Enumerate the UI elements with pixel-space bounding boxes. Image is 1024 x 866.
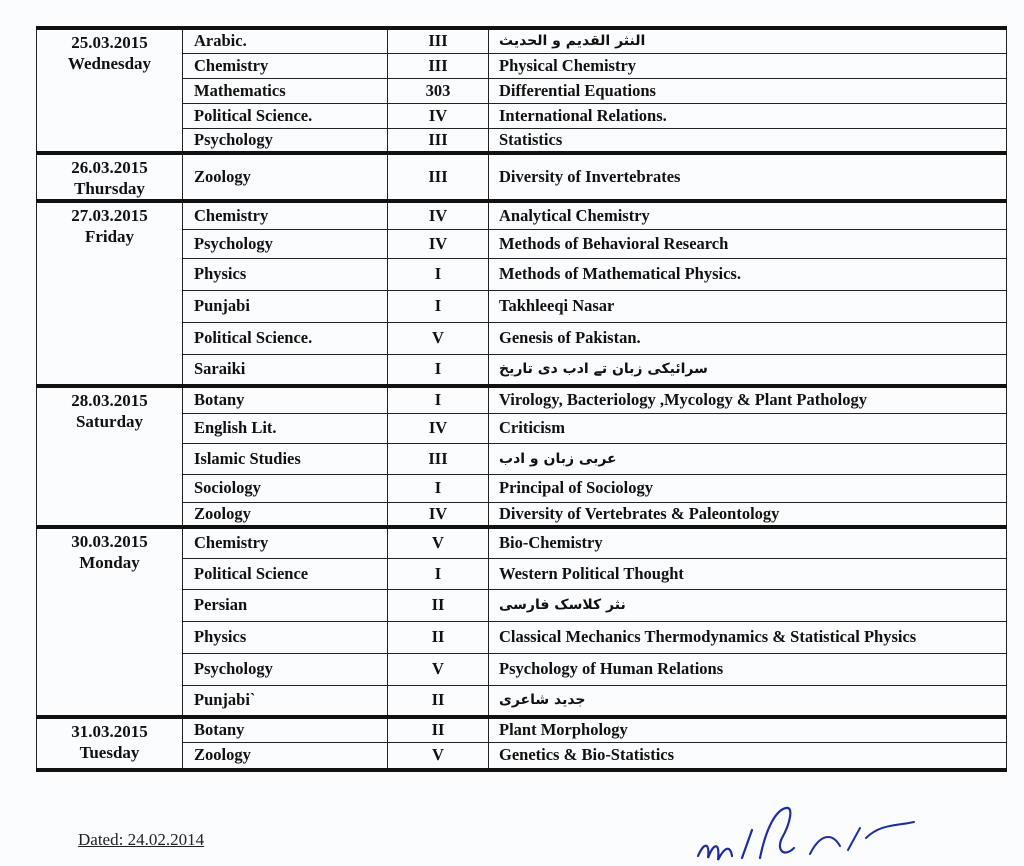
paper-cell: Diversity of Vertebrates & Paleontology [489,502,1007,527]
subject-cell: Persian [183,589,388,621]
table-row [37,685,1007,717]
subject-cell: Saraiki [183,354,388,386]
day-group [37,28,1007,153]
subject-cell: Political Science. [183,322,388,354]
semester-cell: III [388,28,489,53]
subject-cell: Psychology [183,128,388,153]
subject-cell: Sociology [183,474,388,502]
subject-cell: Islamic Studies [183,443,388,474]
subject-cell: Physics [183,621,388,653]
signature-scribble [690,798,950,866]
semester-cell: III [388,443,489,474]
subject-cell: Political Science [183,558,388,589]
subject-cell: English Lit. [183,413,388,443]
semester-cell: V [388,742,489,770]
exam-date: 30.03.2015 [71,532,148,551]
paper-cell: Physical Chemistry [489,53,1007,78]
subject-cell: Zoology [183,502,388,527]
exam-schedule-table [36,26,1007,772]
exam-date: 28.03.2015 [71,391,148,410]
subject-cell: Punjabi [183,290,388,322]
day-group [37,201,1007,386]
subject-cell: Chemistry [183,201,388,229]
day-group [37,386,1007,527]
table-row [37,53,1007,78]
paper-cell: جدید شاعری [489,685,1007,717]
date-cell [37,153,183,201]
exam-date: 25.03.2015 [71,33,148,52]
table-row [37,443,1007,474]
paper-cell: Criticism [489,413,1007,443]
table-row [37,128,1007,153]
semester-cell: IV [388,502,489,527]
paper-cell: Psychology of Human Relations [489,653,1007,685]
table-row [37,28,1007,53]
exam-weekday: Tuesday [79,743,140,762]
table-row [37,258,1007,290]
paper-cell: النثر القديم و الحديث [489,28,1007,53]
subject-cell: Botany [183,717,388,742]
table-row [37,354,1007,386]
subject-cell: Punjabi` [183,685,388,717]
semester-cell: IV [388,413,489,443]
exam-weekday: Monday [79,553,140,572]
table-row [37,527,1007,558]
semester-cell: II [388,621,489,653]
subject-cell: Botany [183,386,388,413]
semester-cell: II [388,717,489,742]
table-row [37,558,1007,589]
subject-cell: Arabic. [183,28,388,53]
table-row [37,413,1007,443]
paper-cell: سرائیکی زبان تے ادب دی تاریخ [489,354,1007,386]
paper-cell: International Relations. [489,103,1007,128]
table-row [37,153,1007,201]
semester-cell: IV [388,229,489,258]
paper-cell: Statistics [489,128,1007,153]
semester-cell: I [388,290,489,322]
table-row [37,103,1007,128]
semester-cell: III [388,153,489,201]
semester-cell: II [388,589,489,621]
date-cell [37,28,183,153]
semester-cell: I [388,474,489,502]
subject-cell: Zoology [183,742,388,770]
table-row [37,322,1007,354]
paper-cell: Virology, Bacteriology ,Mycology & Plant Pathology [489,386,1007,413]
semester-cell: I [388,258,489,290]
day-group [37,717,1007,770]
table-row [37,290,1007,322]
table-row [37,386,1007,413]
semester-cell: II [388,685,489,717]
date-cell [37,386,183,527]
subject-cell: Psychology [183,229,388,258]
date-cell [37,201,183,386]
paper-cell: Principal of Sociology [489,474,1007,502]
table-row [37,201,1007,229]
dated-label: Dated: 24.02.2014 [78,830,205,849]
paper-cell: عربی زبان و ادب [489,443,1007,474]
subject-cell: Mathematics [183,78,388,103]
semester-cell: IV [388,103,489,128]
semester-cell: V [388,322,489,354]
table-row [37,474,1007,502]
semester-cell: I [388,354,489,386]
paper-cell: Bio-Chemistry [489,527,1007,558]
paper-cell: Analytical Chemistry [489,201,1007,229]
paper-cell: Differential Equations [489,78,1007,103]
day-group [37,153,1007,201]
paper-cell: Takhleeqi Nasar [489,290,1007,322]
exam-date: 26.03.2015 [71,158,148,177]
exam-date: 31.03.2015 [71,722,148,741]
paper-cell: Genesis of Pakistan. [489,322,1007,354]
semester-cell: III [388,128,489,153]
table-row [37,621,1007,653]
exam-weekday: Wednesday [67,54,152,73]
paper-cell: Genetics & Bio-Statistics [489,742,1007,770]
semester-cell: V [388,527,489,558]
paper-cell: Diversity of Invertebrates [489,153,1007,201]
paper-cell: Methods of Mathematical Physics. [489,258,1007,290]
paper-cell: Plant Morphology [489,717,1007,742]
day-group [37,527,1007,717]
table-row [37,717,1007,742]
table-row [37,742,1007,770]
semester-cell: I [388,558,489,589]
paper-cell: Methods of Behavioral Research [489,229,1007,258]
table-row [37,229,1007,258]
semester-cell: V [388,653,489,685]
paper-cell: Classical Mechanics Thermodynamics & Statistical Physics [489,621,1007,653]
paper-cell: نثر کلاسک فارسی [489,589,1007,621]
date-cell [37,527,183,717]
date-cell [37,717,183,770]
exam-date: 27.03.2015 [71,206,148,225]
subject-cell: Zoology [183,153,388,201]
semester-cell: IV [388,201,489,229]
semester-cell: 303 [388,78,489,103]
exam-weekday: Friday [84,227,135,246]
subject-cell: Chemistry [183,53,388,78]
table-row [37,653,1007,685]
exam-weekday: Thursday [74,179,145,198]
paper-cell: Western Political Thought [489,558,1007,589]
subject-cell: Physics [183,258,388,290]
exam-weekday: Saturday [75,412,144,431]
table-row [37,502,1007,527]
subject-cell: Psychology [183,653,388,685]
subject-cell: Chemistry [183,527,388,558]
table-row [37,589,1007,621]
semester-cell: I [388,386,489,413]
semester-cell: III [388,53,489,78]
table-row [37,78,1007,103]
subject-cell: Political Science. [183,103,388,128]
